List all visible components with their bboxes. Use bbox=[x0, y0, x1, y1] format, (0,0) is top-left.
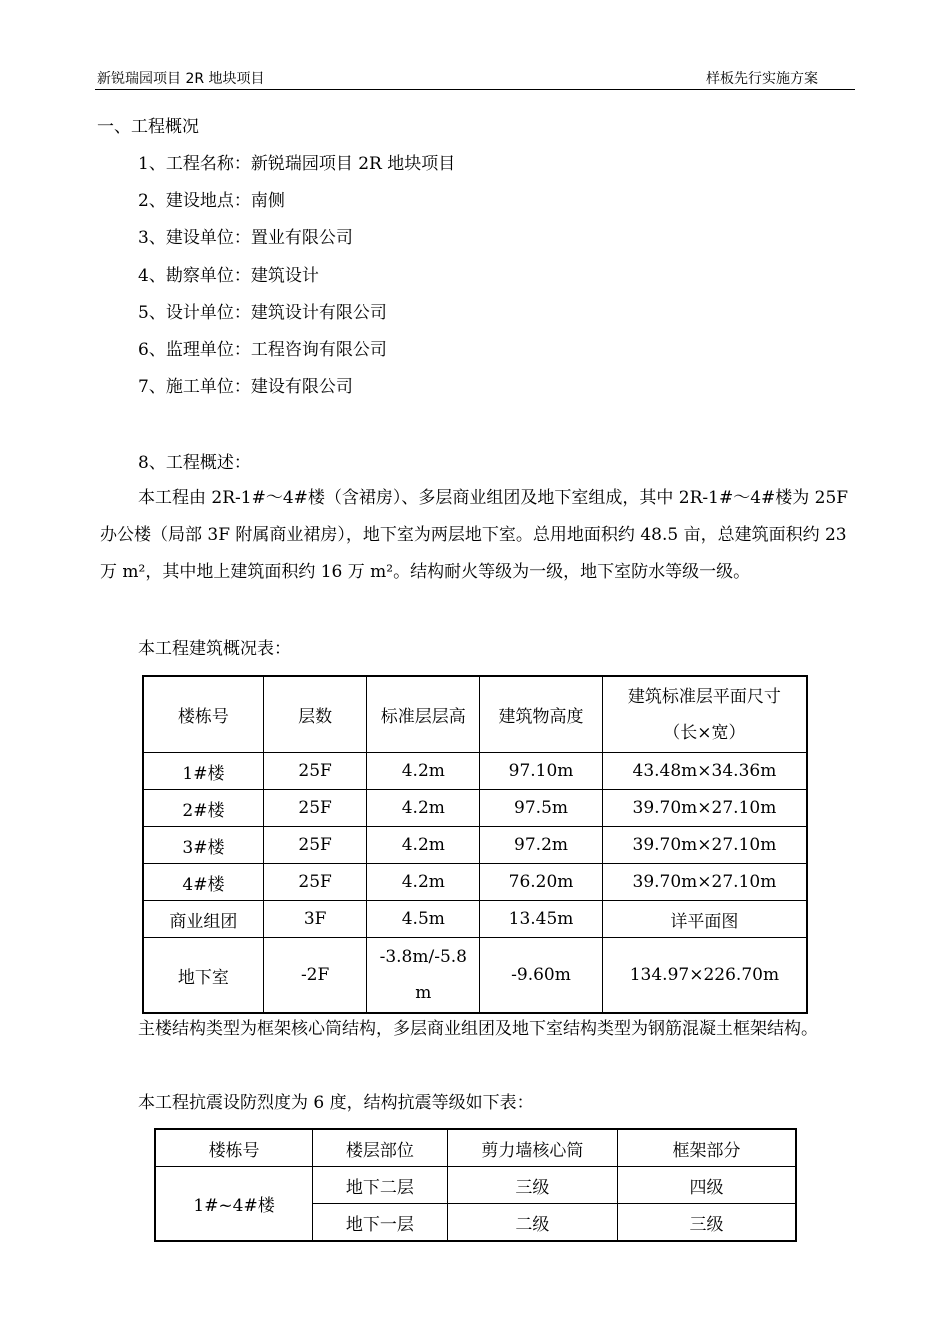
overview-title: 8、工程概述： bbox=[138, 453, 251, 473]
table-cell: 4.2m bbox=[367, 864, 480, 901]
table-cell: 三级 bbox=[618, 1204, 796, 1242]
seismic-grade-table bbox=[154, 1128, 797, 1242]
table-header-row bbox=[143, 676, 807, 753]
table-cell bbox=[367, 938, 480, 1014]
table-cell: -9.60m bbox=[480, 938, 603, 1014]
cell-line: m bbox=[415, 983, 432, 1003]
header-doc-title: 样板先行实施方案 bbox=[706, 71, 818, 87]
item-design: 5、设计单位：建筑设计有限公司 bbox=[138, 303, 387, 323]
header-cell: 层数 bbox=[263, 676, 367, 753]
table-row bbox=[143, 938, 807, 1014]
item-developer: 3、建设单位：置业有限公司 bbox=[138, 228, 353, 248]
table-cell: 三级 bbox=[447, 1167, 617, 1204]
cell-line: -3.8m/-5.8 bbox=[379, 947, 468, 967]
table-cell: 地下二层 bbox=[313, 1167, 448, 1204]
table-cell: 3#楼 bbox=[143, 827, 263, 864]
header-cell: 楼层部位 bbox=[313, 1129, 448, 1167]
table-cell: 4.2m bbox=[367, 790, 480, 827]
table-cell: 地下一层 bbox=[313, 1204, 448, 1242]
item-project-name: 1、工程名称：新锐瑞园项目 2R 地块项目 bbox=[138, 154, 456, 174]
header-cell: 标准层层高 bbox=[367, 676, 480, 753]
table-cell: 39.70m×27.10m bbox=[602, 790, 807, 827]
table-cell: 4.2m bbox=[367, 827, 480, 864]
table-cell: 13.45m bbox=[480, 901, 603, 938]
header-cell: 框架部分 bbox=[618, 1129, 796, 1167]
table-cell: 商业组团 bbox=[143, 901, 263, 938]
header-cell: 剪力墙核心筒 bbox=[447, 1129, 617, 1167]
header-cell bbox=[602, 676, 807, 753]
table-cell: 25F bbox=[263, 827, 367, 864]
table-cell: 76.20m bbox=[480, 864, 603, 901]
table-cell: 43.48m×34.36m bbox=[602, 753, 807, 790]
table-row bbox=[155, 1167, 796, 1204]
table-cell: 97.2m bbox=[480, 827, 603, 864]
header-project-name: 新锐瑞园项目 2R 地块项目 bbox=[97, 71, 265, 87]
table-cell: 2#楼 bbox=[143, 790, 263, 827]
item-location: 2、建设地点：南侧 bbox=[138, 191, 285, 211]
overview-paragraph bbox=[100, 480, 852, 591]
table-row bbox=[143, 864, 807, 901]
table-row bbox=[143, 901, 807, 938]
table-cell: 25F bbox=[263, 864, 367, 901]
table-cell: 25F bbox=[263, 790, 367, 827]
table1-caption: 本工程建筑概况表： bbox=[138, 639, 291, 659]
table2-caption: 本工程抗震设防烈度为 6 度，结构抗震等级如下表： bbox=[138, 1093, 534, 1113]
table-cell: 39.70m×27.10m bbox=[602, 864, 807, 901]
header-cell: 楼栋号 bbox=[155, 1129, 313, 1167]
table-cell: 1#~4#楼 bbox=[155, 1167, 313, 1242]
table-cell: 二级 bbox=[447, 1204, 617, 1242]
table-cell: 1#楼 bbox=[143, 753, 263, 790]
table-cell: 39.70m×27.10m bbox=[602, 827, 807, 864]
table-cell: 97.10m bbox=[480, 753, 603, 790]
table-cell: 25F bbox=[263, 753, 367, 790]
table-cell: 详平面图 bbox=[602, 901, 807, 938]
building-overview-table bbox=[142, 675, 808, 1014]
item-construction: 7、施工单位：建设有限公司 bbox=[138, 377, 353, 397]
table-row bbox=[143, 753, 807, 790]
header-cell: 楼栋号 bbox=[143, 676, 263, 753]
header-line: （长×宽） bbox=[663, 722, 746, 743]
item-survey: 4、勘察单位：建筑设计 bbox=[138, 266, 319, 286]
table-cell: 134.97×226.70m bbox=[602, 938, 807, 1014]
header-cell: 建筑物高度 bbox=[480, 676, 603, 753]
table-cell: 97.5m bbox=[480, 790, 603, 827]
table-cell: 四级 bbox=[618, 1167, 796, 1204]
table-row bbox=[143, 790, 807, 827]
structure-paragraph bbox=[100, 1011, 852, 1048]
table-row bbox=[143, 827, 807, 864]
overview-text: 本工程由 2R-1#～4#楼（含裙房）、多层商业组团及地下室组成，其中 2R-1#～4#楼为 25F 办公楼（局部 3F 附属商业裙房），地下室为两层地下室。总用地面积约 48.5 亩，总建筑面积约 23 万 m²，其中地上建筑面积约 16 万 m²。结构耐火等级为一级，地下室防水等级一级。 bbox=[100, 488, 849, 582]
section-title: 一、工程概况 bbox=[97, 117, 199, 137]
item-supervision: 6、监理单位：工程咨询有限公司 bbox=[138, 340, 387, 360]
table-header-row bbox=[155, 1129, 796, 1167]
table-cell: 4.5m bbox=[367, 901, 480, 938]
table-cell: 4.2m bbox=[367, 753, 480, 790]
table-cell: 3F bbox=[263, 901, 367, 938]
structure-text: 主楼结构类型为框架核心筒结构，多层商业组团及地下室结构类型为钢筋混凝土框架结构。 bbox=[138, 1019, 818, 1039]
table-cell: 4#楼 bbox=[143, 864, 263, 901]
table-cell: -2F bbox=[263, 938, 367, 1014]
header-line: 建筑标准层平面尺寸 bbox=[627, 686, 781, 707]
header-divider bbox=[95, 89, 855, 90]
table-cell: 地下室 bbox=[143, 938, 263, 1014]
